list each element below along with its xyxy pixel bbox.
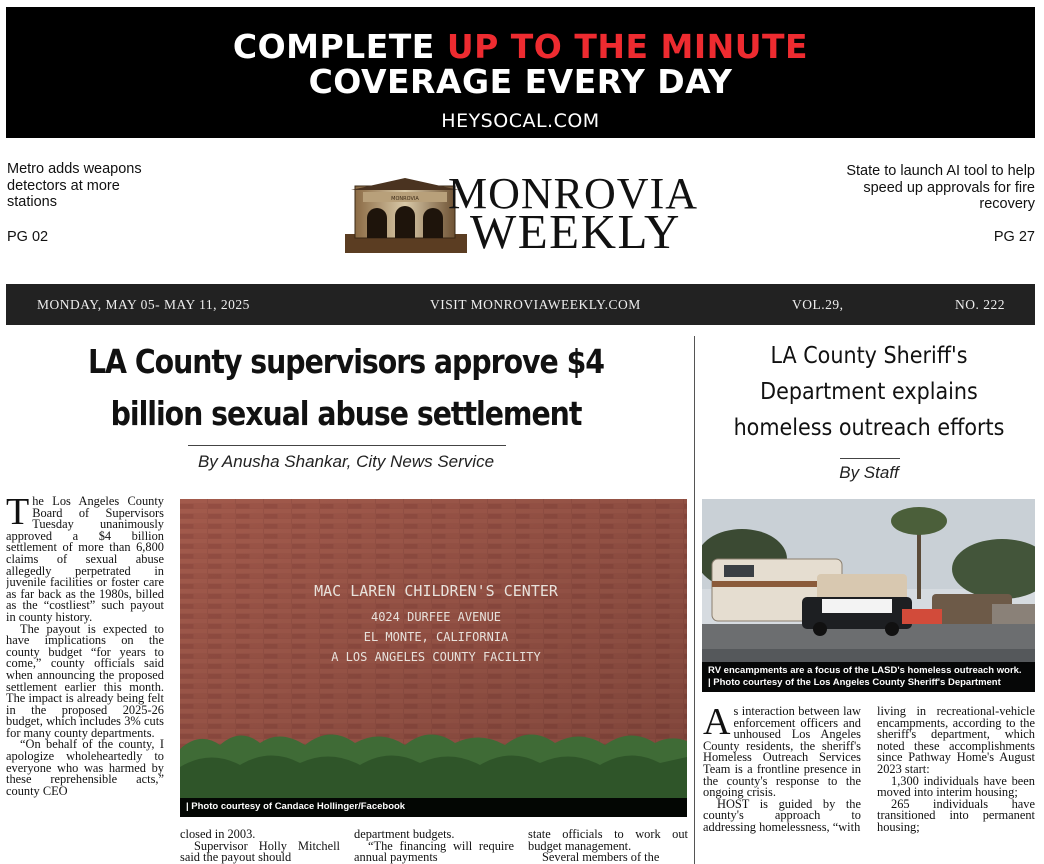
main-story-column-3: department budgets. “The financing will require annual payments xyxy=(354,829,514,864)
main-headline[interactable]: LA County supervisors approve $4 billion sexual abuse settlement xyxy=(87,342,605,433)
issue-date: MONDAY, MAY 05- MAY 11, 2025 xyxy=(37,297,250,312)
issue-number: NO. 222 xyxy=(955,297,1005,312)
sign-line-4: A LOS ANGELES COUNTY FACILITY xyxy=(331,650,541,664)
side-story-column-2: living in recreational-vehicle encampments, according to the sheriff's department, which noted these accomplishments since Pathway Home's August 2023 start: 1,300 individuals have been moved into interim housing; 265 individuals have transitioned into permanent housing; xyxy=(877,706,1035,834)
sign-line-3: EL MONTE, CALIFORNIA xyxy=(363,630,509,644)
side-dropcap: A xyxy=(703,706,731,743)
banner-url[interactable]: HEYSOCAL.COM xyxy=(441,110,600,132)
teaser-right[interactable]: State to launch AI tool to help speed up approvals for fire recovery xyxy=(846,163,1035,212)
banner-headline-line1: COMPLETE UP TO THE MINUTE xyxy=(232,27,809,66)
side-byline: By Staff xyxy=(839,463,899,482)
main-photo[interactable] xyxy=(180,499,687,817)
teaser-left[interactable]: Metro adds weapons detectors at more stations xyxy=(7,161,142,210)
teaser-right-page: PG 27 xyxy=(993,229,1035,245)
banner-headline-line2: COVERAGE EVERY DAY xyxy=(308,62,733,101)
main-photo-caption: | Photo courtesy of Candace Hollinger/Facebook xyxy=(180,798,687,817)
volume-number: VOL.29, xyxy=(792,297,844,312)
brick-wall-photo xyxy=(180,499,687,817)
side-headline[interactable]: LA County Sheriff's Department explains homeless outreach efforts xyxy=(733,343,1005,441)
side-photo[interactable] xyxy=(702,499,1035,692)
site-link[interactable]: VISIT MONROVIAWEEKLY.COM xyxy=(430,297,641,312)
sign-line-1: MAC LAREN CHILDREN'S CENTER xyxy=(314,582,558,600)
teaser-left-page: PG 02 xyxy=(7,229,49,245)
main-story-column-1: The Los Angeles County Board of Supervisors Tuesday unanimously approved a $4 billion settlement of more than 6,800 claims of sexual abuse allegedly perpetrated in juvenile facilities or foster care as far back as the 1980s, billed as the “costliest” such payout in county history. The payout is expected to have implications on the county budget “for years to come,” county officials said when announcing the proposed settlement earlier this month. The impact is already being felt in the proposed 2025-26 budget, which includes 3% cuts for many county departments. “On behalf of the county, I apologize wholeheartedly to everyone who was harmed by these reprehensible acts,” county CEO xyxy=(6,496,164,798)
side-headline-rule xyxy=(840,458,900,459)
column-divider xyxy=(694,336,695,864)
headline-rule xyxy=(188,445,506,446)
side-photo-caption: RV encampments are a focus of the LASD's homeless outreach work. | Photo courtesy of the Los Angeles County Sheriff's Department xyxy=(702,662,1035,692)
side-story-column-1: As interaction between law enforcement officers and unhoused Los Angeles County residents, the sheriff's Homeless Outreach Services Team is a frontline presence in the county's response to the ongoing crisis. HOST is guided by the county's approach to addressing homelessness, “with xyxy=(703,706,861,834)
main-story-column-2: closed in 2003. Supervisor Holly Mitchell said the payout should xyxy=(180,829,340,864)
masthead-title-line1: MONROVIA xyxy=(448,169,698,218)
dropcap: T xyxy=(6,496,30,533)
ad-banner[interactable] xyxy=(6,7,1035,138)
main-story-column-4: state officials to work out budget management. Several members of the xyxy=(528,829,688,864)
sign-line-2: 4024 DURFEE AVENUE xyxy=(370,610,502,624)
masthead-title-line2: WEEKLY xyxy=(470,204,681,259)
svg-text:MONROVIA: MONROVIA xyxy=(391,196,419,202)
dateline-bar xyxy=(6,284,1035,325)
main-byline: By Anusha Shankar, City News Service xyxy=(197,452,495,471)
